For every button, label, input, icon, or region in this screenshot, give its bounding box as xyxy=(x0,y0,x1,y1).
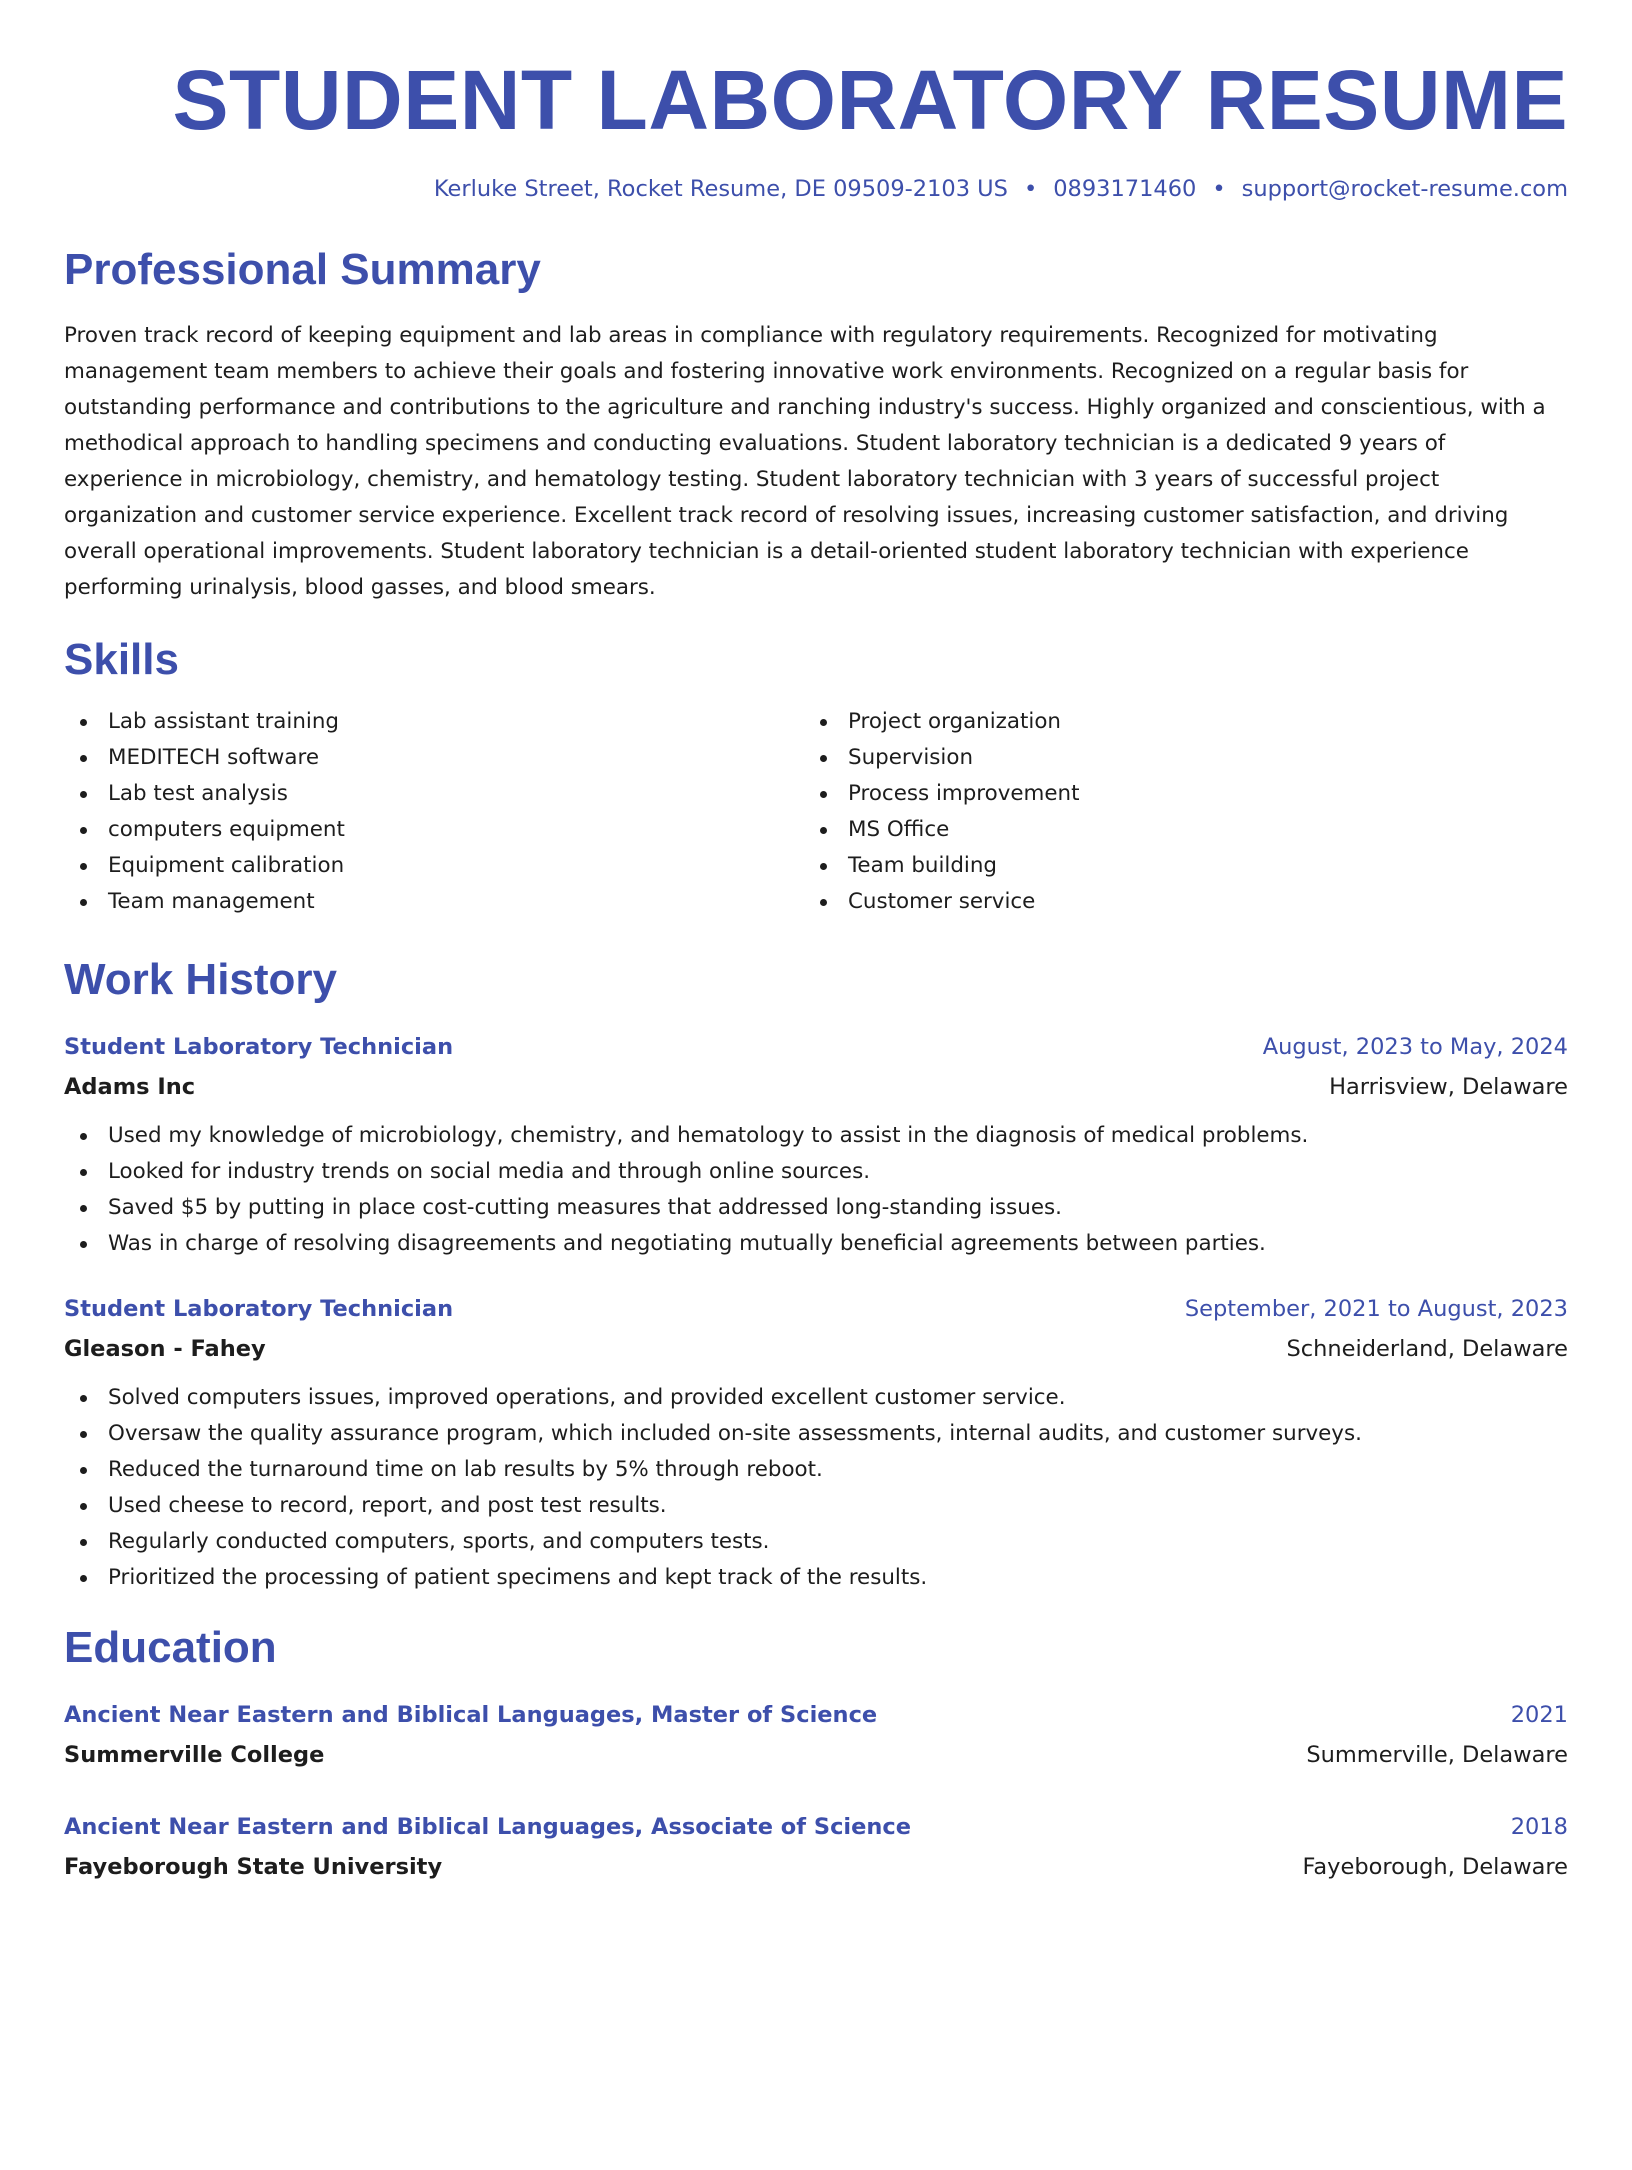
education-subheader xyxy=(64,1854,1568,1880)
skill-item: Equipment calibration xyxy=(64,848,804,884)
skill-item: Customer service xyxy=(804,884,1544,920)
work-history-heading: Work History xyxy=(64,955,338,1004)
education-school: Summerville College xyxy=(64,1742,325,1768)
skill-item: MEDITECH software xyxy=(64,740,804,776)
job-role: Student Laboratory Technician xyxy=(64,1296,454,1322)
job-bullet: Looked for industry trends on social media and through online sources. xyxy=(64,1154,1568,1190)
job-bullets xyxy=(64,1118,1568,1262)
resume-page xyxy=(0,53,1632,2170)
job-location: Schneiderland, Delaware xyxy=(1286,1336,1568,1362)
job-company: Gleason - Fahey xyxy=(64,1336,266,1362)
skill-item: MS Office xyxy=(804,812,1544,848)
job-dates: September, 2021 to August, 2023 xyxy=(1184,1296,1568,1322)
summary-heading: Professional Summary xyxy=(64,245,541,294)
education-degree: Ancient Near Eastern and Biblical Languages, Associate of Science xyxy=(64,1814,911,1840)
contact-address: Kerluke Street, Rocket Resume, DE 09509-2103 US xyxy=(433,176,1008,202)
job-company: Adams Inc xyxy=(64,1074,196,1100)
job-bullet: Regularly conducted computers, sports, and computers tests. xyxy=(64,1524,1568,1560)
education-entry xyxy=(64,1814,1568,1880)
job-subheader xyxy=(64,1074,1568,1100)
job-bullet: Used my knowledge of microbiology, chemistry, and hematology to assist in the diagnosis of medical problems. xyxy=(64,1118,1568,1154)
job-bullet: Prioritized the processing of patient specimens and kept track of the results. xyxy=(64,1560,1568,1596)
job-bullets xyxy=(64,1380,1568,1596)
job-subheader xyxy=(64,1336,1568,1362)
contact-separator: • xyxy=(1023,176,1038,202)
job-bullet: Solved computers issues, improved operations, and provided excellent customer service. xyxy=(64,1380,1568,1416)
skills-column-right xyxy=(804,704,1544,920)
skills-heading: Skills xyxy=(64,635,179,684)
contact-separator: • xyxy=(1212,176,1226,202)
job-bullet: Used cheese to record, report, and post test results. xyxy=(64,1488,1568,1524)
education-header xyxy=(64,1814,1568,1840)
job-entry xyxy=(64,1034,1568,1262)
skill-item: Supervision xyxy=(804,740,1544,776)
education-school: Fayeborough State University xyxy=(64,1854,443,1880)
skills-list xyxy=(64,704,1568,920)
skill-item: Team management xyxy=(64,884,804,920)
job-bullet: Oversaw the quality assurance program, which included on-site assessments, internal audits, and customer surveys. xyxy=(64,1416,1568,1452)
education-entry xyxy=(64,1702,1568,1768)
resume-title: STUDENT LABORATORY RESUME xyxy=(172,53,1568,147)
job-dates: August, 2023 to May, 2024 xyxy=(1262,1034,1568,1060)
job-entry xyxy=(64,1296,1568,1596)
job-bullet: Reduced the turnaround time on lab results by 5% through reboot. xyxy=(64,1452,1568,1488)
job-role: Student Laboratory Technician xyxy=(64,1034,454,1060)
education-header xyxy=(64,1702,1568,1728)
contact-phone: 0893171460 xyxy=(1053,176,1197,202)
skill-item: Process improvement xyxy=(804,776,1544,812)
job-location: Harrisview, Delaware xyxy=(1329,1074,1568,1100)
education-year: 2018 xyxy=(1510,1814,1568,1840)
contact-line xyxy=(64,176,1568,202)
skill-item: Lab test analysis xyxy=(64,776,804,812)
skill-item: Team building xyxy=(804,848,1544,884)
education-degree: Ancient Near Eastern and Biblical Languages, Master of Science xyxy=(64,1702,878,1728)
job-bullet: Was in charge of resolving disagreements and negotiating mutually beneficial agreements between parties. xyxy=(64,1226,1568,1262)
job-bullet: Saved $5 by putting in place cost-cutting measures that addressed long-standing issues. xyxy=(64,1190,1568,1226)
education-heading: Education xyxy=(64,1623,277,1672)
contact-email: support@rocket-resume.com xyxy=(1241,176,1568,202)
education-location: Fayeborough, Delaware xyxy=(1302,1854,1568,1880)
job-header xyxy=(64,1296,1568,1322)
job-header xyxy=(64,1034,1568,1060)
education-subheader xyxy=(64,1742,1568,1768)
skill-item: Lab assistant training xyxy=(64,704,804,740)
summary-text: Proven track record of keeping equipment and lab areas in compliance with regulatory requirements. Recognized for motivating management team members to achieve their goals and fostering innovative work environments. Recognized on a regular basis for outstanding performance and contributions to the agriculture and ranching industry's success. Highly organized and conscientious, with a methodical approach to handling specimens and conducting evaluations. Student laboratory technician is a dedicated 9 years of experience in microbiology, chemistry, and hematology testing. Student laboratory technician with 3 years of successful project organization and customer service experience. Excellent track record of resolving issues, increasing customer satisfaction, and driving overall operational improvements. Student laboratory technician is a detail-oriented student laboratory technician with experience performing urinalysis, blood gasses, and blood smears. xyxy=(64,323,1546,600)
education-location: Summerville, Delaware xyxy=(1306,1742,1568,1768)
education-year: 2021 xyxy=(1510,1702,1568,1728)
skill-item: computers equipment xyxy=(64,812,804,848)
skills-column-left xyxy=(64,704,804,920)
skill-item: Project organization xyxy=(804,704,1544,740)
